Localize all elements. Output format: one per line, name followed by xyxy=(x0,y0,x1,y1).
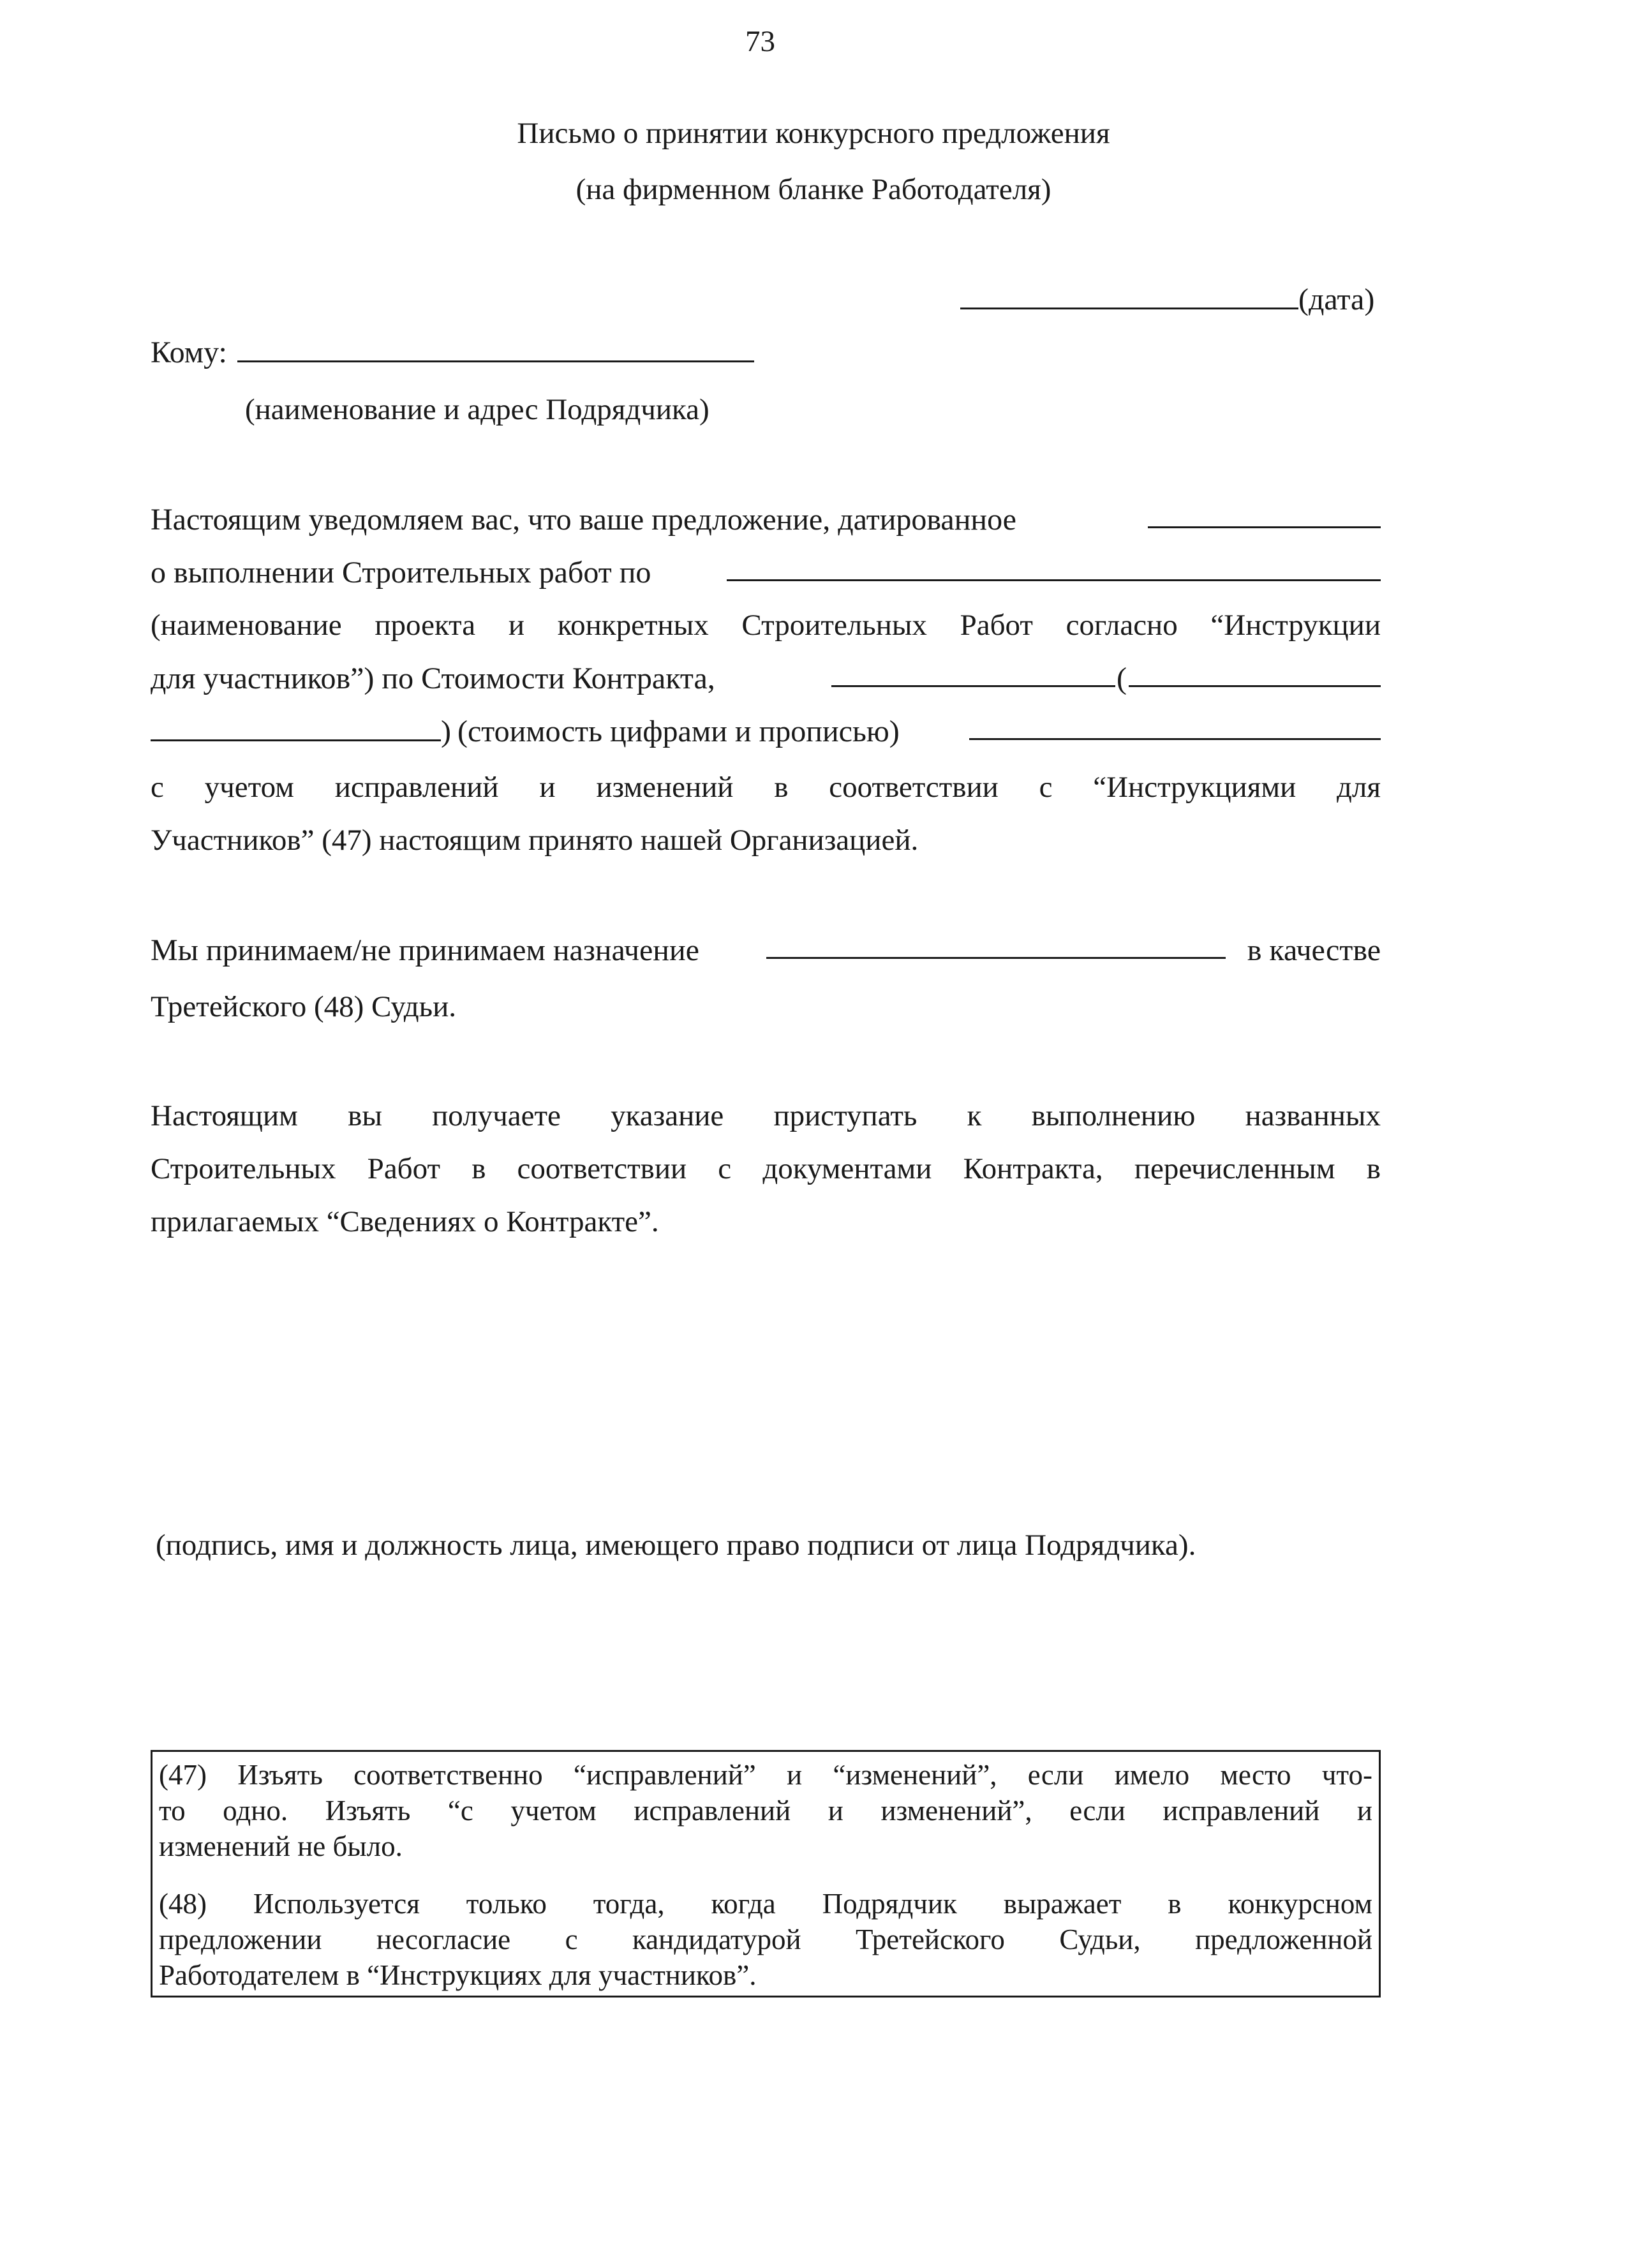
para1-line3: (наименование проекта и конкретных Строительных Работ согласно “Инструкции xyxy=(151,609,1381,642)
para1-line5: ) (стоимость цифрами и прописью) xyxy=(151,714,1381,749)
para1-line6: с учетом исправлений и изменений в соответствии с “Инструкциями для xyxy=(151,771,1381,804)
footnote-47: (47) Изъять соответственно “исправлений” и “изменений”, если имело место что- то одно. Изъять “с учетом исправлений и изменений”, если исправлений и изменений не было. xyxy=(159,1759,1372,1862)
letter-title: Письмо о принятии конкурсного предложения xyxy=(517,117,1110,150)
para1-line1: Настоящим уведомляем вас, что ваше предложение, датированное xyxy=(151,502,1381,537)
letter-subtitle: (на фирменном бланке Работодателя) xyxy=(576,173,1051,206)
footnote-48: (48) Используется только тогда, когда Подрядчик выражает в конкурсном предложении несогласие с кандидатурой Третейского Судьи, предложенной Работодателем в “Инструкциях для участников”. xyxy=(159,1888,1372,1991)
para1-line7: Участников” (47) настоящим принято нашей Организацией. xyxy=(151,824,919,857)
recipient-label: Кому: xyxy=(151,336,227,369)
signature-caption: (подпись, имя и должность лица, имеющего право подписи от лица Подрядчика). xyxy=(156,1529,1196,1562)
contract-price-words-blank-2[interactable] xyxy=(151,739,441,741)
contract-price-words-blank-1[interactable] xyxy=(1129,685,1381,687)
recipient-row xyxy=(151,335,754,370)
para3-line1: Настоящим вы получаете указание приступать к выполнению названных xyxy=(151,1099,1381,1132)
date-label: (дата) xyxy=(1298,283,1375,316)
proposal-date-blank[interactable] xyxy=(1148,526,1381,528)
para3-line2: Строительных Работ в соответствии с документами Контракта, перечисленным в xyxy=(151,1152,1381,1185)
para2-line2: Третейского (48) Судьи. xyxy=(151,990,457,1023)
works-blank[interactable] xyxy=(727,579,1381,581)
footnotes-box xyxy=(151,1750,1381,1997)
date-row xyxy=(960,282,1374,317)
contract-price-words-blank-3[interactable] xyxy=(969,738,1381,740)
recipient-caption: (наименование и адрес Подрядчика) xyxy=(245,393,709,426)
page-number: 73 xyxy=(745,25,775,58)
recipient-blank[interactable] xyxy=(237,360,754,362)
para1-line2: о выполнении Строительных работ по xyxy=(151,555,1381,590)
date-blank[interactable] xyxy=(960,308,1298,309)
para3-line3: прилагаемых “Сведениях о Контракте”. xyxy=(151,1205,659,1238)
arbitrator-name-blank[interactable] xyxy=(766,957,1226,959)
contract-price-digits-blank[interactable] xyxy=(831,685,1115,687)
para2-line1: Мы принимаем/не принимаем назначение в качестве xyxy=(151,933,1381,967)
para1-line4: для участников”) по Стоимости Контракта, ( xyxy=(151,661,1381,696)
